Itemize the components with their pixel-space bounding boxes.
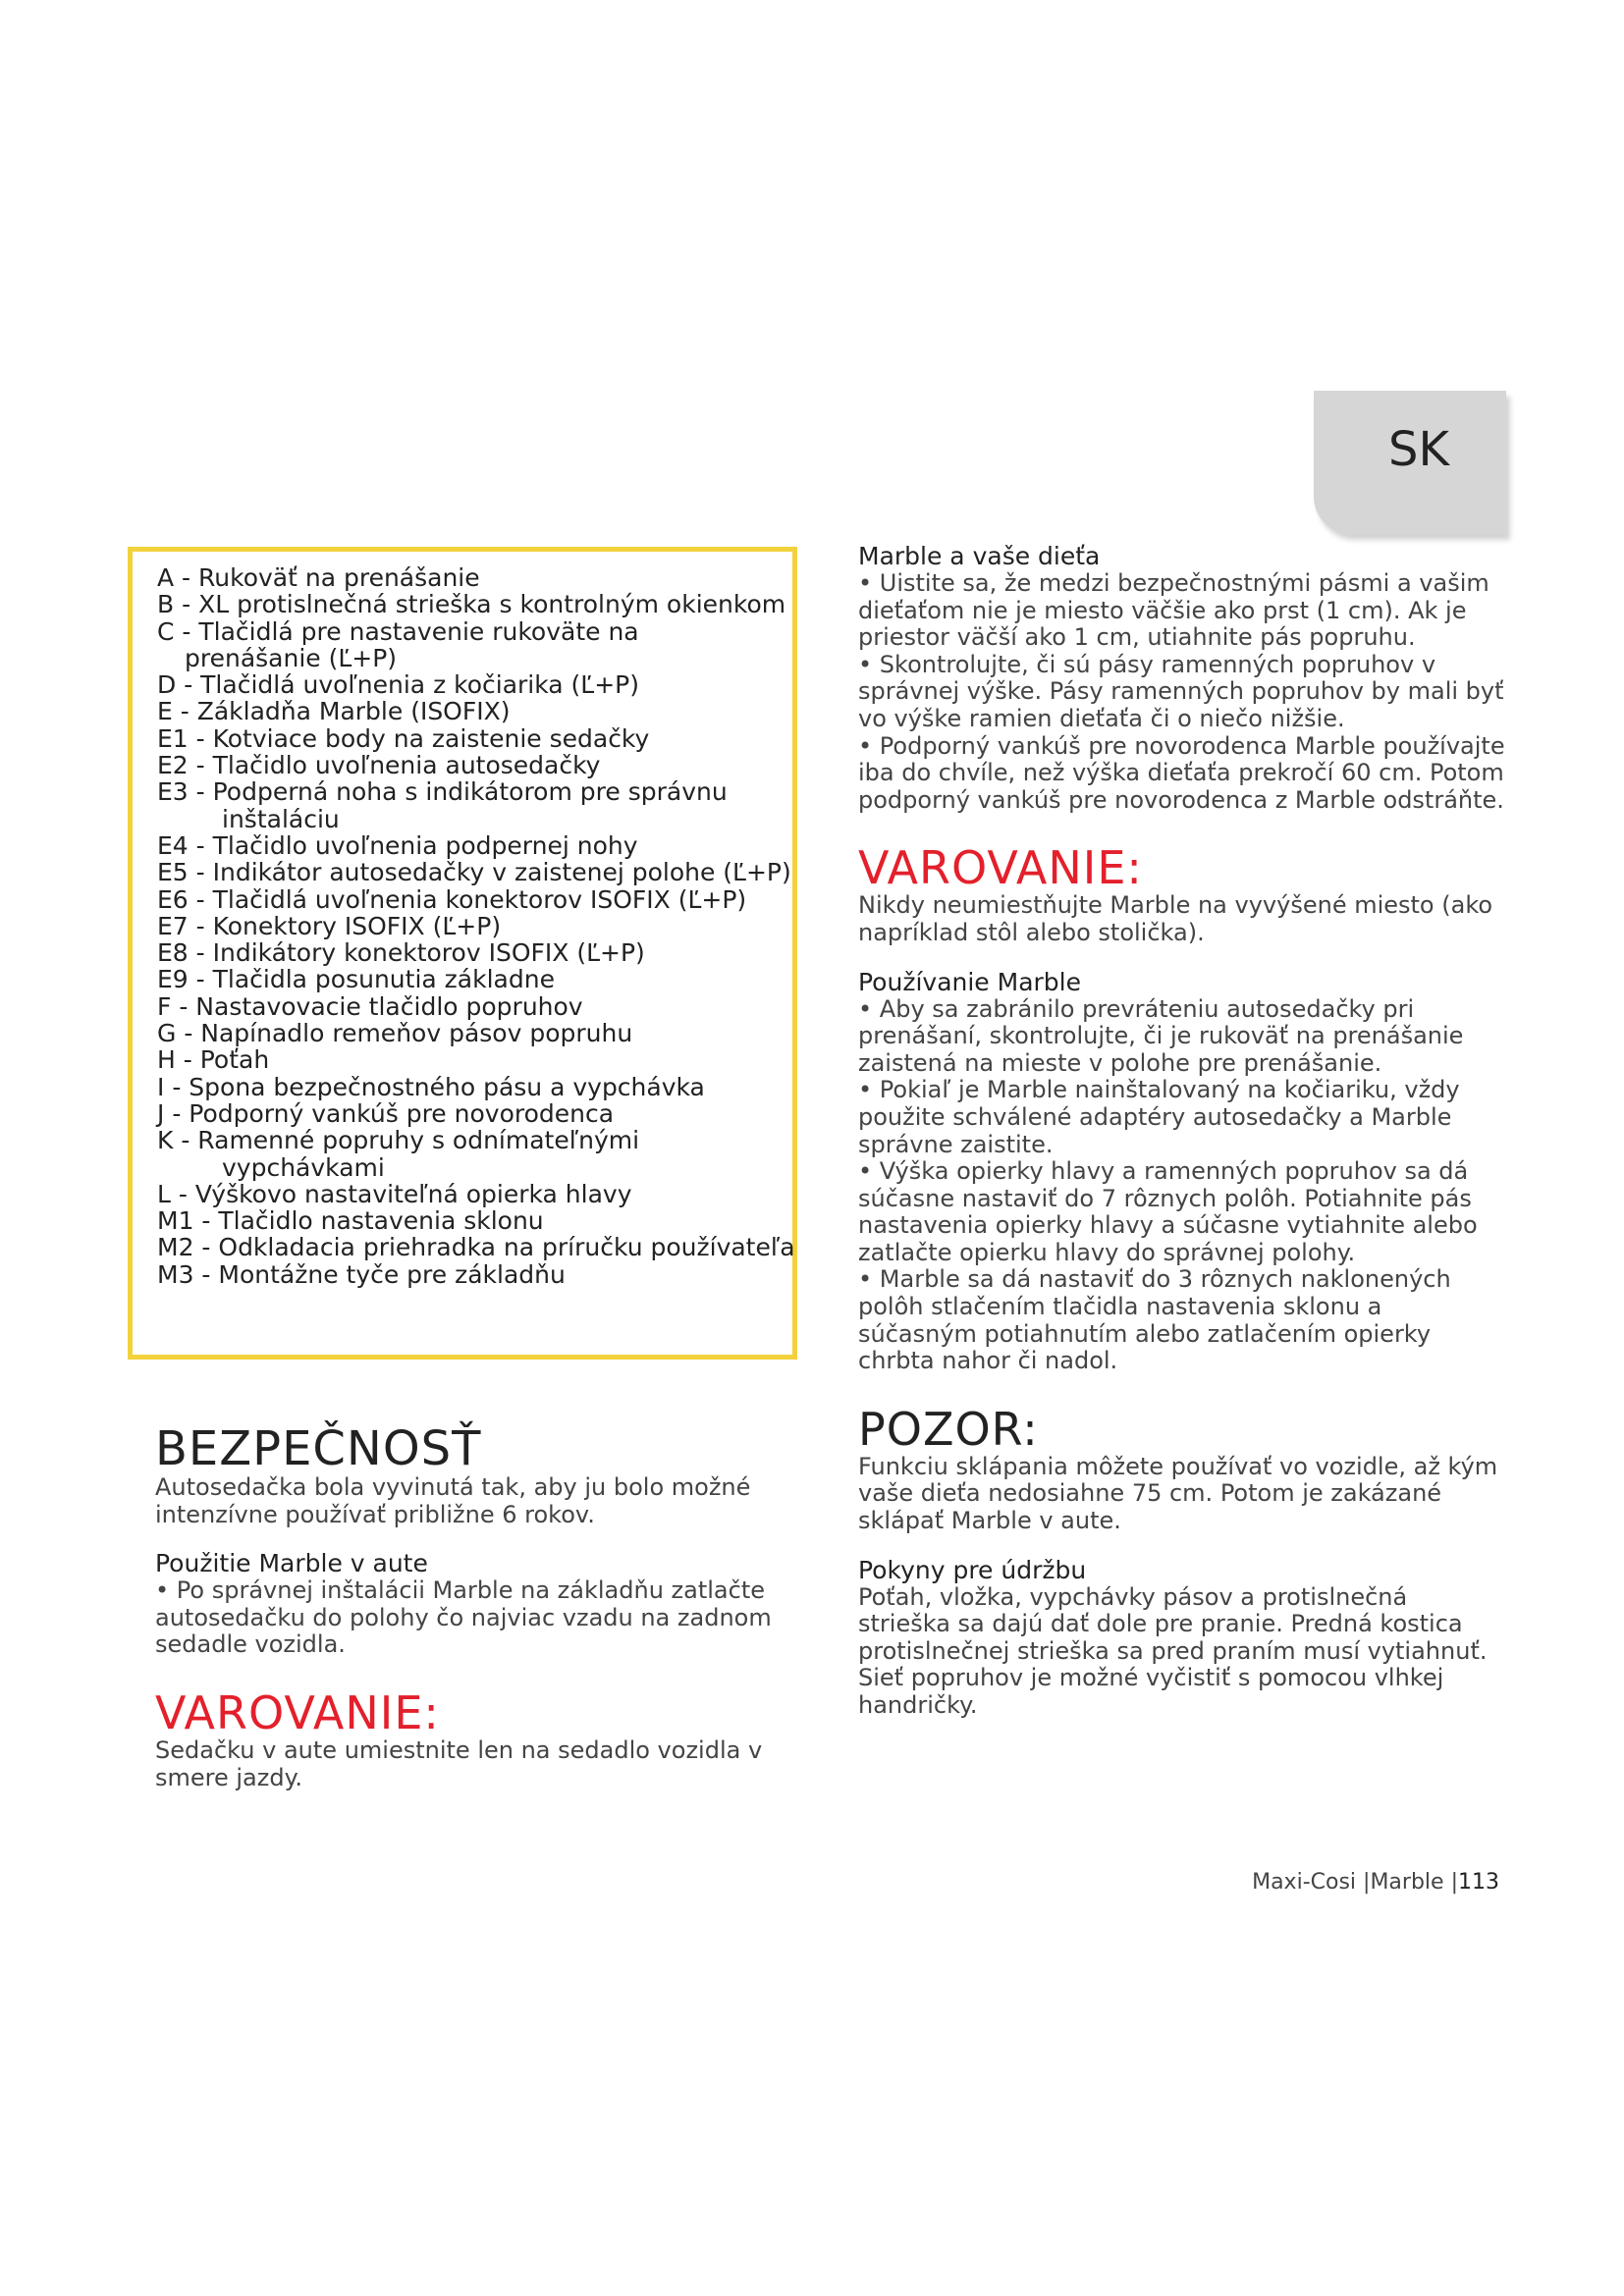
legend-item: E1 - Kotviace body na zaistenie sedačky [157,723,650,753]
right-warning-text: Nikdy neumiestňujte Marble na vyvýšené miesto (ako napríklad stôl alebo stolička). [858,891,1493,946]
left-warning-text: Sedačku v aute umiestnite len na sedadlo vozidla v smere jazdy. [155,1735,763,1791]
legend-item: A - Rukoväť na prenášanie [157,563,480,592]
using-text-3: • Výška opierky hlavy a ramenných popruhov sa dá súčasne nastaviť do 7 rôznych polôh. Potiahnite pás nastavenia opierky hlavy a súčasne vytiahnite alebo zatlačte opierku hlavy do správnej polohy. [858,1157,1478,1266]
legend-item: E2 - Tlačidlo uvoľnenia autosedačky [157,751,601,780]
parts-legend-list [157,563,795,1289]
legend-item: K - Ramenné popruhy s odnímateľnými [157,1126,640,1155]
legend-item: inštaláciu [222,804,340,833]
legend-item: B - XL protislnečná strieška s kontrolným okienkom [157,590,786,619]
using-text-1: • Aby sa zabránilo prevráteniu autosedačky pri prenášaní, skontrolujte, či je rukoväť na prenášanie zaistená na mieste v polohe pre prenášanie. [858,994,1464,1077]
footer-separator: | [1363,1870,1371,1895]
legend-item: E3 - Podperná noha s indikátorom pre správnu [157,777,728,807]
care-heading: Pokyny pre údržbu [858,1555,1087,1584]
footer-separator: | [1450,1870,1458,1895]
child-heading: Marble a vaše dieťa [858,542,1101,570]
legend-item: E5 - Indikátor autosedačky v zaistenej polohe (Ľ+P) [157,858,791,887]
legend-item: E - Základňa Marble (ISOFIX) [157,697,511,726]
legend-item: D - Tlačidlá uvoľnenia z kočiarika (Ľ+P) [157,670,640,700]
legend-item: E7 - Konektory ISOFIX (Ľ+P) [157,911,502,940]
using-text-2: • Pokiaľ je Marble nainštalovaný na kočiariku, vždy použite schválené adaptéry autosedačky a Marble správne zaistite. [858,1076,1460,1158]
page-footer [1252,1870,1499,1895]
legend-item: L - Výškovo nastaviteľná opierka hlavy [157,1179,632,1208]
legend-item: I - Spona bezpečnostného pásu a vypchávka [157,1072,705,1101]
legend-item: C - Tlačidlá pre nastavenie rukoväte na [157,616,639,646]
footer-product: Marble [1370,1870,1444,1895]
car-use-heading: Použitie Marble v aute [155,1549,428,1578]
language-tab [1314,391,1506,534]
car-use-text: • Po správnej inštalácii Marble na základňu zatlačte autosedačku do polohy čo najviac vzadu na zadnom sedadle vozidla. [155,1576,772,1659]
language-tab-label: SK [1388,422,1449,477]
caution-text: Funkciu sklápania môžete používať vo vozidle, až kým vaše dieťa nedosiahne 75 cm. Potom je zakázané sklápať Marble v aute. [858,1452,1498,1535]
child-text-1: • Uistite sa, že medzi bezpečnostnými pásmi a vašim dieťaťom nie je miesto väčšie ako prst (1 cm). Ak je priestor väčší ako 1 cm, utiahnite pás popruhu. [858,569,1489,652]
legend-item: F - Nastavovacie tlačidlo popruhov [157,991,583,1021]
right-warning-heading: VAROVANIE: [858,841,1143,895]
safety-intro: Autosedačka bola vyvinutá tak, aby ju bolo možné intenzívne používať približne 6 rokov. [155,1473,751,1528]
left-column [155,1423,784,1791]
legend-item: M3 - Montážne tyče pre základňu [157,1259,566,1289]
care-text: Poťah, vložka, vypchávky pásov a protislnečná strieška sa dajú dať dole pre pranie. Predná kostica protislnečnej strieška sa pred praním musí vytiahnuť. Sieť popruhov je možné vyčistiť s pomocou vlhkej handričky. [858,1582,1488,1719]
legend-item: E6 - Tlačidlá uvoľnenia konektorov ISOFIX (Ľ+P) [157,884,747,914]
parts-legend-box [128,547,797,1360]
page-number: 113 [1458,1870,1499,1895]
legend-item: M2 - Odkladacia priehradka na príručku používateľa [157,1233,795,1262]
using-text-4: • Marble sa dá nastaviť do 3 rôznych naklonených polôh stlačením tlačidla nastavenia sklonu a súčasným potiahnutím alebo zatlačením opierky chrbta nahor či nadol. [858,1265,1451,1375]
caution-heading: POZOR: [858,1402,1039,1456]
legend-item: E9 - Tlačidla posunutia základne [157,965,555,994]
footer-brand: Maxi-Cosi [1252,1870,1357,1895]
safety-heading: BEZPEČNOSŤ [155,1421,482,1476]
child-text-3: • Podporný vankúš pre novorodenca Marble používajte iba do chvíle, než výška dieťaťa prekročí 60 cm. Potom podporný vankúš pre novorodenca z Marble odstráňte. [858,731,1505,814]
legend-item: M1 - Tlačidlo nastavenia sklonu [157,1206,544,1236]
using-heading: Používanie Marble [858,967,1081,996]
child-text-2: • Skontrolujte, či sú pásy ramenných popruhov v správnej výške. Pásy ramenných popruhov by mali byť vo výške ramien dieťaťa či o niečo nižšie. [858,650,1504,732]
legend-item: J - Podporný vankúš pre novorodenca [157,1098,615,1128]
right-column [858,543,1506,1720]
left-warning-heading: VAROVANIE: [155,1685,440,1739]
legend-item: H - Poťah [157,1045,270,1075]
legend-item: E4 - Tlačidlo uvoľnenia podpernej nohy [157,830,638,860]
legend-item: vypchávkami [222,1152,385,1182]
legend-item: G - Napínadlo remeňov pásov popruhu [157,1019,633,1048]
legend-item: prenášanie (Ľ+P) [185,643,398,672]
legend-item: E8 - Indikátory konektorov ISOFIX (Ľ+P) [157,938,645,968]
